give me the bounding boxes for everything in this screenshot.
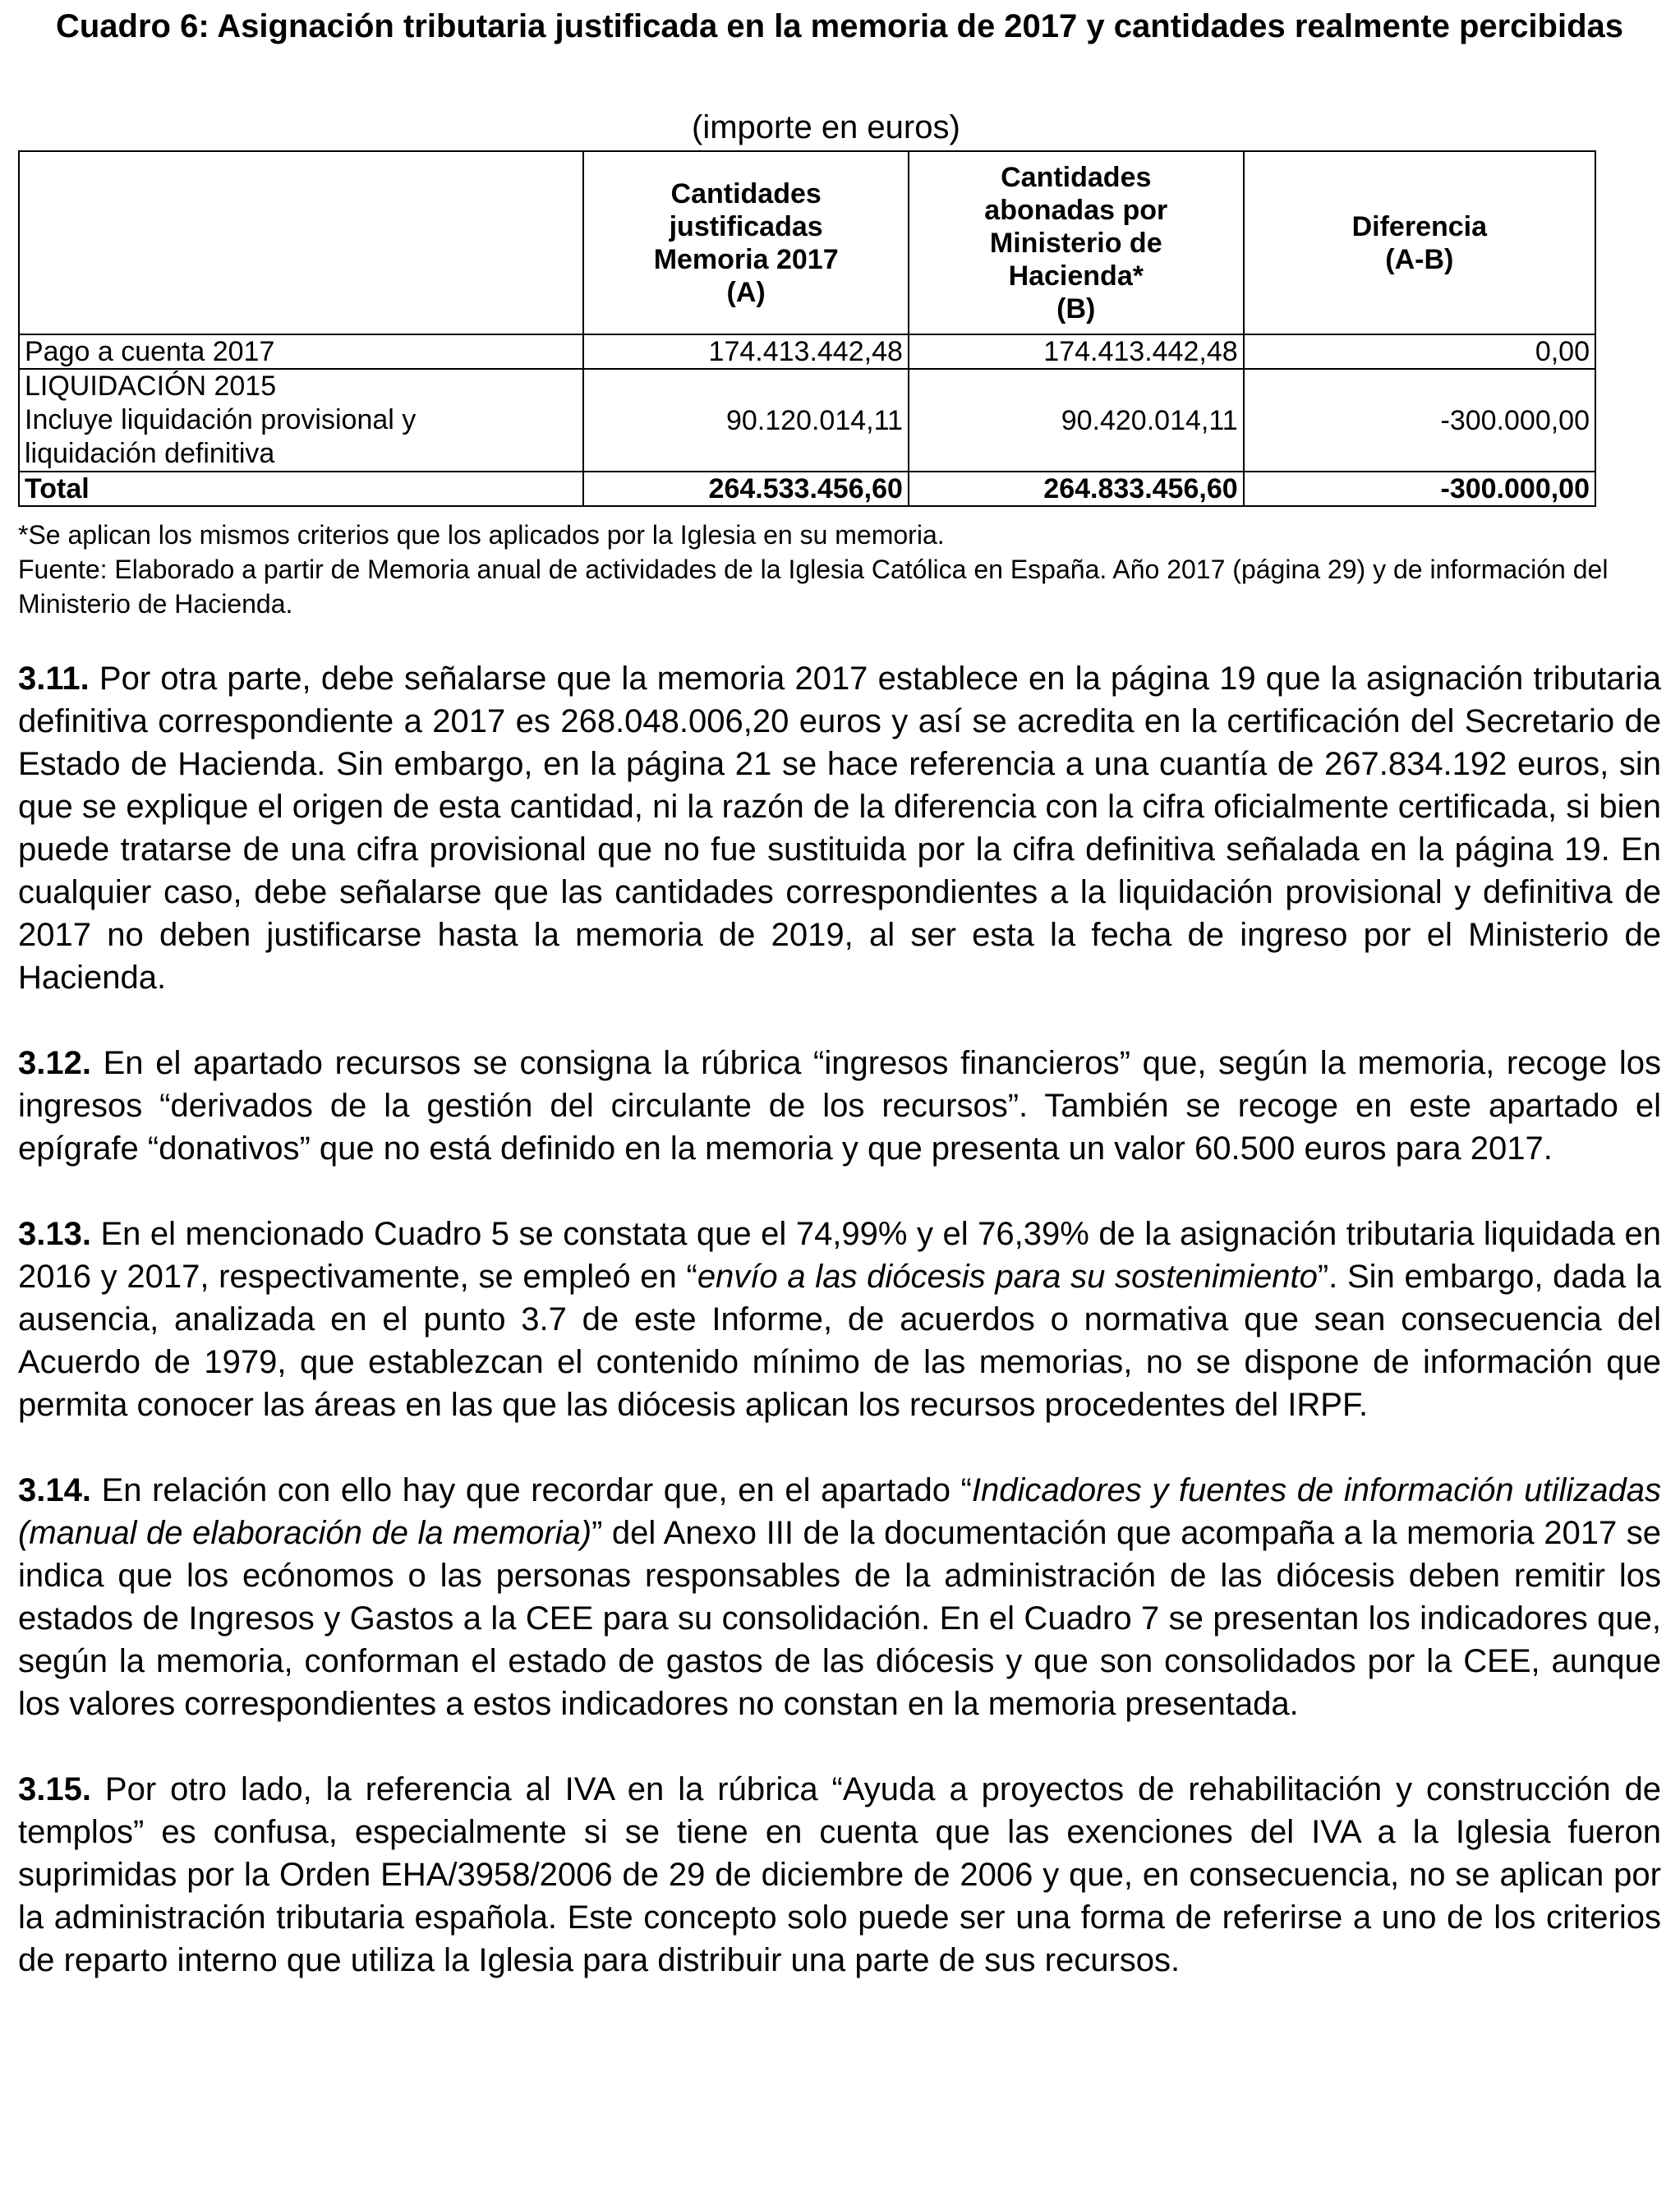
paragraph-text: ” del Anexo III de la documentación que acompaña a la memoria 2017 se indica que los ecónomos o las personas responsables de la administración de las diócesis deben remitir los estados de Ingresos y Gastos a la CEE para su consolidación. En el Cuadro 7 se presentan los indicadores que, según la memoria, conforman el estado de gastos de las diócesis y que son consolidados por la CEE, aunque los valores correspondientes a estos indicadores no constan en la memoria presentada. <box>18 1515 1661 1722</box>
header-line: Diferencia <box>1351 210 1488 242</box>
header-line: Hacienda* <box>1008 260 1144 292</box>
paragraph-number: 3.11. <box>18 661 90 697</box>
paragraph-number: 3.13. <box>18 1216 91 1252</box>
paragraph-3-11 <box>18 657 1661 999</box>
table-title: Cuadro 6: Asignación tributaria justificada en la memoria de 2017 y cantidades realmente percibidas <box>55 8 1624 44</box>
unit-note: (importe en euros) <box>692 109 960 145</box>
table-header-row <box>19 151 1595 334</box>
cell-c: 0,00 <box>1244 334 1595 369</box>
paragraph-number: 3.14. <box>18 1472 91 1508</box>
cell-b: 90.420.014,11 <box>909 369 1244 472</box>
paragraph-italic: Indicadores y fuentes de información utilizadas (manual de elaboración de la memoria) <box>18 1472 1661 1551</box>
document-page <box>18 0 1661 1978</box>
header-line: Cantidades <box>1001 161 1152 193</box>
source-note: Fuente: Elaborado a partir de Memoria anual de actividades de la Iglesia Católica en España. Año 2017 (página 29) y de información del Ministerio de Hacienda. <box>18 555 1609 619</box>
header-line: justificadas <box>669 210 823 242</box>
row-label <box>19 369 583 472</box>
row-label-line: LIQUIDACIÓN 2015 <box>25 371 277 402</box>
header-line: (A) <box>726 276 766 308</box>
paragraph-number: 3.15. <box>18 1771 91 1807</box>
paragraph-3-13 <box>18 1213 1661 1426</box>
header-line: Ministerio de <box>989 227 1162 259</box>
header-diferencia <box>1244 151 1595 334</box>
row-label: Pago a cuenta 2017 <box>19 334 583 369</box>
table-total-row <box>19 472 1595 506</box>
header-empty-cell <box>19 151 583 334</box>
asterisk-note: *Se aplican los mismos criterios que los aplicados por la Iglesia en su memoria. <box>18 520 945 550</box>
cell-a: 90.120.014,11 <box>583 369 908 472</box>
paragraph-text: En el apartado recursos se consigna la rúbrica “ingresos financieros” que, según la memoria, recoge los ingresos “derivados de la gestión del circulante de los recursos”. También se recoge en este apartado el epígrafe “donativos” que no está definido en la memoria y que presenta un valor 60.500 euros para 2017. <box>18 1045 1661 1167</box>
row-label: Total <box>19 472 583 506</box>
cell-b: 264.833.456,60 <box>909 472 1244 506</box>
paragraph-3-12 <box>18 1042 1661 1170</box>
paragraph-number: 3.12. <box>18 1045 91 1081</box>
header-line: Memoria 2017 <box>653 243 839 275</box>
paragraph-text: Por otra parte, debe señalarse que la memoria 2017 establece en la página 19 que la asignación tributaria definitiva correspondiente a 2017 es 268.048.006,20 euros y así se acredita en la certificación del Secretario de Estado de Hacienda. Sin embargo, en la página 21 se hace referencia a una cuantía de 267.834.192 euros, sin que se explique el origen de esta cantidad, ni la razón de la diferencia con la cifra oficialmente certificada, si bien puede tratarse de una cifra provisional que no fue sustituida por la cifra definitiva señalada en la página 19. En cualquier caso, debe señalarse que las cantidades correspondientes a la liquidación provisional y definitiva de 2017 no deben justificarse hasta la memoria de 2019, al ser esta la fecha de ingreso por el Ministerio de Hacienda. <box>18 661 1661 996</box>
header-justificadas <box>583 151 908 334</box>
header-line: (A-B) <box>1385 243 1454 275</box>
paragraph-text: Por otro lado, la referencia al IVA en la rúbrica “Ayuda a proyectos de rehabilitación y construcción de templos” es confusa, especialmente si se tiene en cuenta que las exenciones del IVA a la Iglesia fueron suprimidas por la Orden EHA/3958/2006 de 29 de diciembre de 2006 y que, en consecuencia, no se aplican por la administración tributaria española. Este concepto solo puede ser una forma de referirse a uno de los criterios de reparto interno que utiliza la Iglesia para distribuir una parte de sus recursos. <box>18 1771 1661 1978</box>
row-label-line: Incluye liquidación provisional y <box>25 404 417 435</box>
paragraph-text: ”. Sin embargo, dada la ausencia, analizada en el punto 3.7 de este Informe, de acuerdos o normativa que sean consecuencia del Acuerdo de 1979, que establezcan el contenido mínimo de las memorias, no se dispone de información que permita conocer las áreas en las que las diócesis aplican los recursos procedentes del IRPF. <box>18 1259 1661 1423</box>
cell-a: 264.533.456,60 <box>583 472 908 506</box>
body-text <box>18 657 1661 2024</box>
cuadro-6-table <box>18 150 1596 507</box>
cell-a: 174.413.442,48 <box>583 334 908 369</box>
row-label-line: liquidación definitiva <box>25 438 275 469</box>
cell-b: 174.413.442,48 <box>909 334 1244 369</box>
table-notes <box>18 518 1661 621</box>
cell-c: -300.000,00 <box>1244 472 1595 506</box>
header-line: abonadas por <box>984 194 1168 226</box>
paragraph-italic: envío a las diócesis para su sostenimiento <box>697 1259 1318 1295</box>
paragraph-3-15 <box>18 1768 1661 1982</box>
paragraph-text: En relación con ello hay que recordar que, en el apartado “ <box>90 1472 972 1508</box>
paragraph-text: En el mencionado Cuadro 5 se constata que el 74,99% y el 76,39% de la asignación tributaria liquidada en 2016 y 2017, respectivamente, se empleó en “ <box>18 1216 1661 1295</box>
table-row <box>19 334 1595 369</box>
header-line: Cantidades <box>670 177 822 209</box>
header-line: (B) <box>1056 292 1096 325</box>
table-row <box>19 369 1595 472</box>
paragraph-3-14 <box>18 1469 1661 1725</box>
header-abonadas <box>909 151 1244 334</box>
cell-c: -300.000,00 <box>1244 369 1595 472</box>
